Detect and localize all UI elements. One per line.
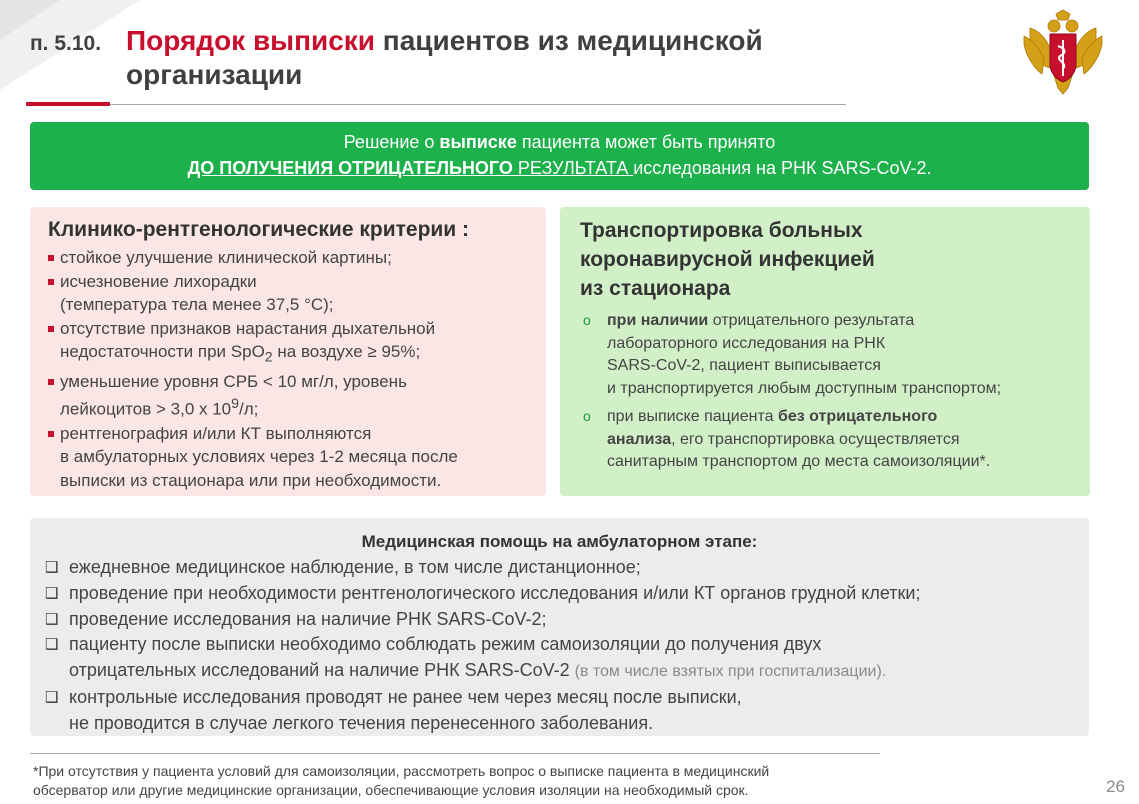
title-line: коронавирусной инфекцией <box>580 248 875 271</box>
page-title <box>126 24 763 92</box>
title-line: из стационара <box>580 277 731 300</box>
banner-underlined: РЕЗУЛЬТАТА <box>512 158 634 178</box>
item-text: ежедневное медицинское наблюдение, в том числе дистанционное; <box>69 557 641 577</box>
transport-box <box>560 207 1090 496</box>
criteria-title: Клинико-рентгенологические критерии : <box>48 218 470 241</box>
item-text: и транспортируется любым доступным транспортом; <box>607 379 1002 397</box>
list-item <box>48 422 528 493</box>
item-text: лабораторного исследования на РНК <box>607 334 886 352</box>
list-item <box>42 607 1077 633</box>
subscript: 2 <box>264 349 273 366</box>
item-note: (в том числе взятых при госпитализации). <box>574 663 887 681</box>
page-number: 26 <box>1106 777 1125 796</box>
footnote-line: *При отсутствия у пациента условий для самоизоляции, рассмотреть вопрос о выписке пациента в медицинский <box>33 763 770 779</box>
banner-underlined-bold: ДО ПОЛУЧЕНИЯ ОТРИЦАТЕЛЬНОГО <box>187 158 513 178</box>
transport-title <box>580 216 1070 303</box>
item-text: отрицательного результата <box>708 312 915 329</box>
list-item <box>48 370 528 422</box>
transport-list <box>580 310 1070 474</box>
criteria-list <box>48 246 528 492</box>
header-divider <box>26 104 846 105</box>
item-text: рентгенография и/или КТ выполняются <box>60 423 372 443</box>
list-item <box>42 555 1077 581</box>
item-text: выписки из стационара или при необходимости. <box>60 470 442 490</box>
section-number: п. 5.10. <box>30 32 102 55</box>
list-item <box>42 685 1077 737</box>
item-text: санитарным транспортом до места самоизоляции*. <box>607 453 991 470</box>
item-text: уменьшение уровня СРБ < 10 мг/л, уровень <box>60 371 407 391</box>
banner-text: Решение о <box>343 132 440 152</box>
list-item <box>580 310 1070 400</box>
list-item <box>580 406 1070 474</box>
item-text: в амбулаторных условиях через 1-2 месяца после <box>60 447 458 467</box>
item-text: /л; <box>239 400 259 420</box>
title-line2: организации <box>126 59 303 90</box>
item-text: (температура тела менее 37,5 °С); <box>60 295 334 314</box>
item-text: отсутствие признаков нарастания дыхательной <box>60 318 436 338</box>
item-text: проведение при необходимости рентгенологического исследования и/или КТ органов грудной клетки; <box>69 582 921 603</box>
title-rest: пациентов из медицинской <box>375 25 763 56</box>
banner-text: пациента может быть принято <box>516 132 776 152</box>
list-item <box>48 270 528 317</box>
item-text: недостаточности при SpO <box>60 342 265 361</box>
header-accent-bar <box>26 102 110 106</box>
item-text: лейкоцитов > 3,0 х 10 <box>60 400 232 420</box>
outpatient-title: Медицинская помощь на амбулаторном этапе: <box>361 532 758 551</box>
item-text: стойкое улучшение клинической картины; <box>60 248 392 267</box>
discharge-decision-banner <box>30 122 1089 190</box>
item-bold: без отрицательного <box>777 408 938 425</box>
list-item <box>42 581 1077 607</box>
coat-of-arms-icon <box>1020 8 1106 98</box>
list-item <box>48 246 528 270</box>
item-text: проведение исследования на наличие РНК SARS-CoV-2; <box>69 608 547 629</box>
banner-line1 <box>30 129 1089 155</box>
item-text: контрольные исследования проводят не ранее чем через месяц после выписки, <box>69 686 742 707</box>
title-highlight: Порядок выписки <box>126 25 376 56</box>
title-line: Транспортировка больных <box>580 219 863 242</box>
footnote <box>33 762 913 800</box>
item-text: пациенту после выписки необходимо соблюдать режим самоизоляции до получения двух <box>69 634 822 655</box>
item-text: отрицательных исследований на наличие РНК SARS-CoV-2 <box>69 660 575 681</box>
clinical-criteria-box <box>30 207 546 496</box>
item-text: не проводится в случае легкого течения перенесенного заболевания. <box>69 712 654 733</box>
banner-line2 <box>30 155 1089 181</box>
outpatient-list <box>42 555 1077 737</box>
item-text: на воздухе ≥ 95%; <box>272 342 421 361</box>
item-bold: анализа <box>607 430 672 448</box>
item-text: SARS-CoV-2, пациент выписывается <box>607 357 881 374</box>
banner-bold: выписке <box>439 132 517 152</box>
item-text: , его транспортировка осуществляется <box>671 430 960 448</box>
banner-text: исследования на РНК SARS-CoV-2. <box>633 158 932 178</box>
superscript: 9 <box>231 396 240 413</box>
item-bold: при наличии <box>607 312 709 329</box>
item-text: при выписке пациента <box>607 408 778 425</box>
list-item <box>42 632 1077 685</box>
footnote-divider <box>30 753 880 754</box>
list-item <box>48 317 528 370</box>
item-text: исчезновение лихорадки <box>60 271 257 291</box>
footnote-line: обсерватор или другие медицинские организации, обеспечивающие условия изоляции на необходимый срок. <box>33 782 749 798</box>
outpatient-care-box <box>30 518 1089 736</box>
